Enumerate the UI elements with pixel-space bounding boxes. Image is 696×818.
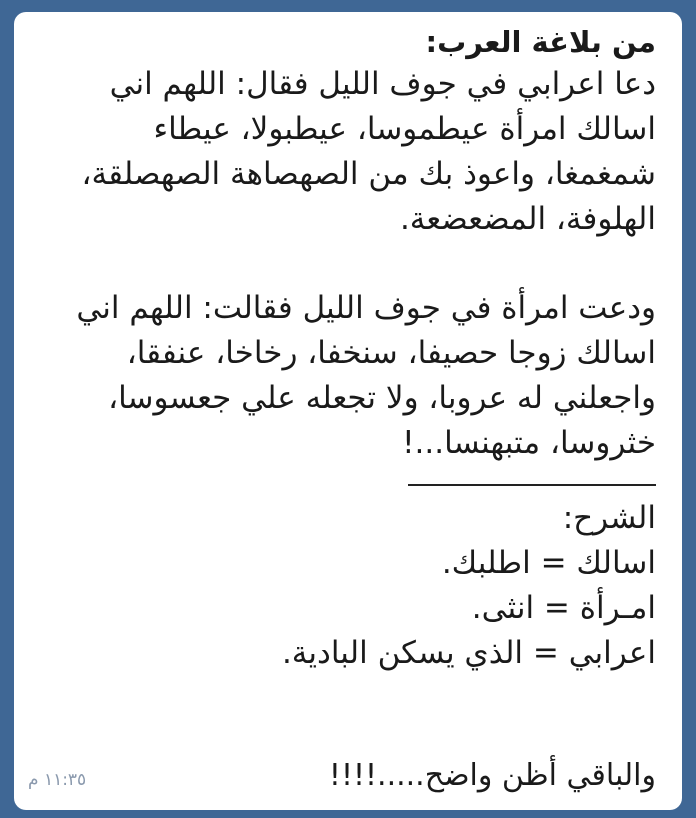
message-content [32,22,656,676]
paragraph-gap [32,242,656,286]
text-line: خثروسا، متبهنسا...! [402,425,656,461]
closing-text: والباقي أظن واضح.....!!!! [328,758,656,793]
divider-line [408,484,656,486]
explanation-section [32,496,656,676]
text-line: واجعلني له عروبا، ولا تجعله علي جعسوسا، [108,380,656,416]
explanation-header: الشرح: [562,500,656,536]
paragraph-arab-man [32,62,656,242]
paragraph-arab-woman [32,286,656,466]
message-title: من بلاغة العرب: [425,25,656,59]
message-bubble[interactable] [14,12,682,810]
explanation-item: اسالك = اطلبك. [441,545,656,581]
explanation-item: امـرأة = انثى. [471,590,656,626]
text-line: ودعت امرأة في جوف الليل فقالت: اللهم اني [76,290,656,326]
message-timestamp: ١١:٣٥ م [28,770,87,790]
text-line: شمغمغا، واعوذ بك من الصهصاهة الصهصلقة، [81,156,656,192]
text-line: دعا اعرابي في جوف الليل فقال: اللهم اني [109,66,656,102]
explanation-item: اعرابي = الذي يسكن البادية. [281,635,656,671]
text-line: الهلوفة، المضعضعة. [399,201,656,237]
text-line: اسالك زوجا حصيفا، سنخفا، رخاخا، عنفقا، [126,335,656,371]
text-line: اسالك امرأة عيطموسا، عيطبولا، عيطاء [153,111,656,147]
